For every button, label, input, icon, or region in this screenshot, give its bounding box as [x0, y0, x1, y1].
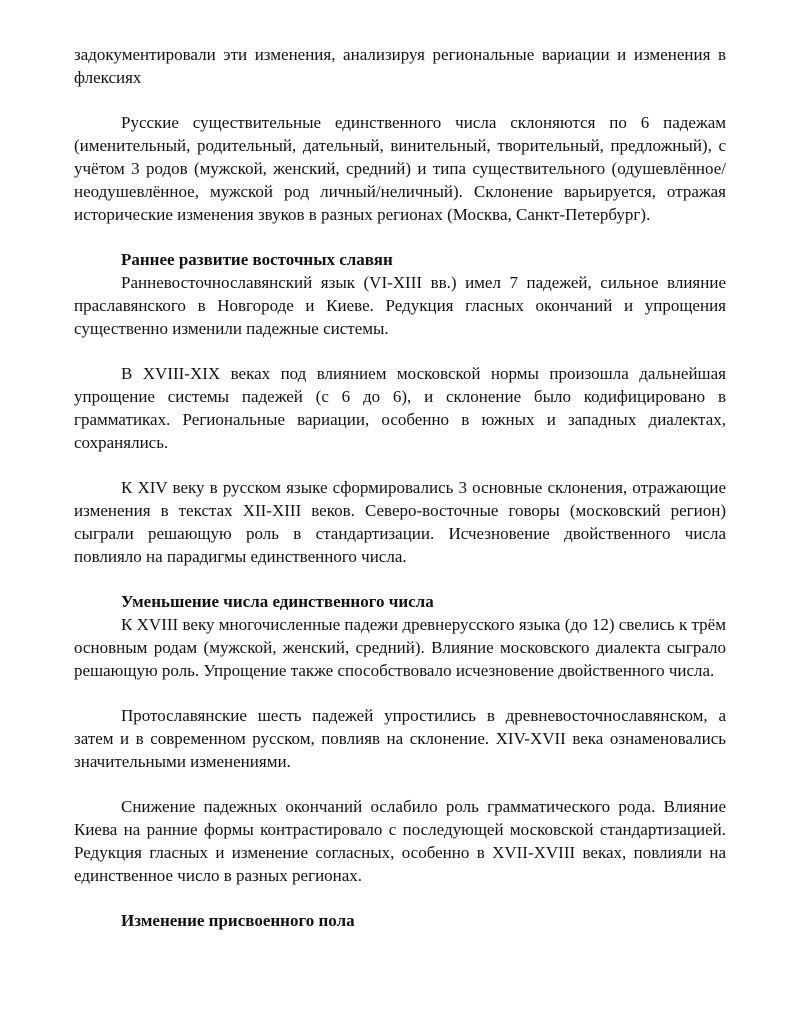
document-page [74, 44, 726, 933]
paragraph-18-19-century: В XVIII-XIX веках под влиянием московской нормы произошла дальнейшая упрощение системы падежей (с 6 до 6), и склонение было кодифицировано в грамматиках. Региональные вариации, особенно в южных и западных диалектах, сохранялись. [74, 364, 726, 452]
section-heading-assigned-gender: Изменение присвоенного пола [121, 911, 355, 931]
section-heading-early-east-slavic: Раннее развитие восточных славян [121, 250, 393, 270]
paragraph-proto-slavic: Протославянские шесть падежей упростились в древневосточнославянском, а затем и в современном русском, повлияв на склонение. XIV-XVII века ознаменовались значительными изменениями. [74, 706, 726, 771]
paragraph-early-east-slavic: Ранневосточнославянский язык (VI-XIII вв.) имел 7 падежей, сильное влияние праславянского в Новгороде и Киеве. Редукция гласных окончаний и упрощения существенно изменили падежные системы. [74, 272, 726, 338]
section-heading-singular-reduction: Уменьшение числа единственного числа [121, 592, 434, 612]
paragraph-14-century: К XIV веку в русском языке сформировались 3 основные склонения, отражающие изменения в текстах XII-XIII веков. Северо-восточные говоры (московский регион) сыграли решающую роль в стандартизации. Исчезновение двойственного числа повлияло на парадигмы единственного числа. [74, 478, 726, 566]
paragraph-continuation: задокументировали эти изменения, анализируя региональные вариации и изменения в флексиях [74, 45, 726, 87]
paragraph-case-endings: Снижение падежных окончаний ослабило роль грамматического рода. Влияние Киева на ранние формы контрастировало с последующей московской стандартизацией. Редукция гласных и изменение согласных, особенно в XVII-XVIII веках, повлияли на единственное число в разных регионах. [74, 797, 726, 885]
paragraph-declension-overview: Русские существительные единственного числа склоняются по 6 падежам (именительный, родительный, дательный, винительный, творительный, предложный), с учётом 3 родов (мужской, женский, средний) и типа существительного (одушевлённое/неодушевлённое, мужской род личный/неличный). Склонение варьируется, отражая исторические изменения звуков в разных регионах (Москва, Санкт-Петербург). [74, 113, 726, 224]
paragraph-18-century-cases: К XVIII веку многочисленные падежи древнерусского языка (до 12) свелись к трём основным родам (мужской, женский, средний). Влияние московского диалекта сыграло решающую роль. Упрощение также способствовало исчезновение двойственного числа. [74, 614, 726, 680]
